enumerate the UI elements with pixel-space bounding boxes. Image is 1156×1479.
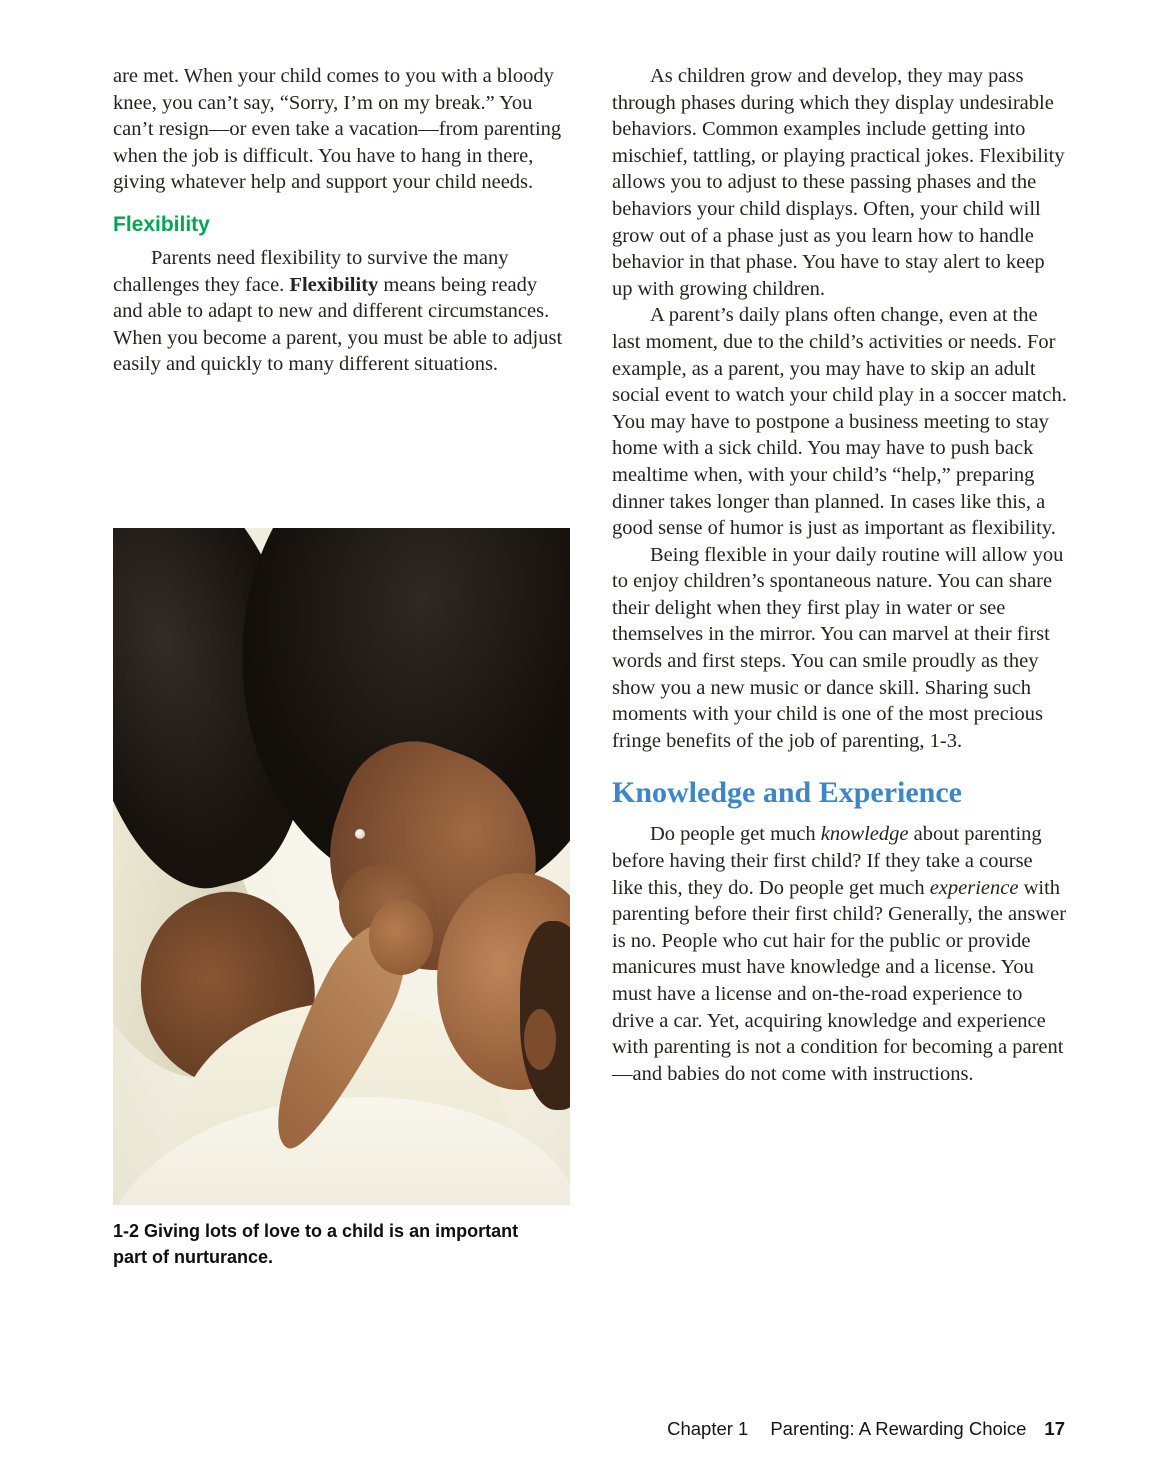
italic-term: experience	[929, 876, 1019, 899]
body-paragraph	[113, 245, 571, 378]
footer-page-number: 17	[1044, 1418, 1065, 1439]
italic-term: knowledge	[820, 823, 909, 846]
body-paragraph: As children grow and develop, they may pass through phases during which they display undesirable behaviors. Common examples include getting into mischief, tattling, or playing practical jokes. Flexibility allows you to adjust to these passing phases and the behaviors your child displays. Often, your child will grow out of a phase just as you learn how to handle behavior in that phase. You have to stay alert to keep up with growing children.	[612, 65, 1065, 300]
paragraph-text: means being ready and able to adapt to new and different circumstances. When you become a parent, you must be able to adjust easily and quickly to many different situations.	[113, 273, 563, 376]
photo-mother-and-baby	[113, 528, 570, 1205]
paragraph-text: Parents need flexibility to survive the many challenges they face.	[113, 246, 509, 296]
left-column	[113, 63, 571, 378]
body-paragraph: are met. When your child comes to you with a bloody knee, you can’t say, “Sorry, I’m on my break.” You can’t resign—or even take a vacation—from parenting when the job is difficult. You have to hang in there, giving whatever help and support your child needs.	[113, 65, 562, 194]
paragraph-text: with parenting before their first child? Generally, the answer is no. People who cut hair for the public or provide manicures must have knowledge and a license. You must have a license and on-the-road experience to drive a car. Yet, acquiring knowledge and experience with parenting is not a condition for becoming a parent—and babies do not come with instructions.	[612, 876, 1067, 1085]
section-heading-flexibility: Flexibility	[113, 212, 210, 236]
baby-ear-shape	[524, 1009, 556, 1070]
footer-chapter-title: Parenting: A Rewarding Choice	[770, 1418, 1027, 1439]
bold-key-term: Flexibility	[289, 273, 379, 296]
section-heading-knowledge-and-experience: Knowledge and Experience	[612, 776, 962, 810]
baby-fist-shape	[369, 900, 433, 974]
page-footer	[667, 1418, 1065, 1440]
figure-1-2	[113, 528, 570, 1270]
figure-caption-text: Giving lots of love to a child is an important part of nurturance.	[113, 1221, 519, 1267]
paragraph-text: Do people get much	[650, 823, 821, 846]
footer-chapter-label: Chapter 1	[667, 1418, 749, 1439]
figure-caption	[113, 1218, 553, 1270]
right-column	[612, 63, 1068, 1087]
figure-number: 1-2	[113, 1221, 140, 1241]
paragraph-text: about parenting before having their first child? If they take a course like this, they do. Do people get much	[612, 823, 1042, 899]
body-paragraph: A parent’s daily plans often change, even at the last moment, due to the child’s activities or needs. For example, as a parent, you may have to skip an adult social event to watch your child play in a soccer match. You may have to postpone a business meeting to stay home with a sick child. You may have to push back mealtime when, with your child’s “help,” preparing dinner takes longer than planned. In cases like this, a good sense of humor is just as important as flexibility.	[612, 304, 1067, 540]
body-paragraph	[612, 821, 1068, 1087]
body-paragraph: Being flexible in your daily routine will allow you to enjoy children’s spontaneous nature. You can share their delight when they first play in water or see themselves in the mirror. You can marvel at their first words and first steps. You can smile proudly as they show you a new music or dance skill. Sharing such moments with your child is one of the most precious fringe benefits of the job of parenting, 1-3.	[612, 543, 1064, 752]
